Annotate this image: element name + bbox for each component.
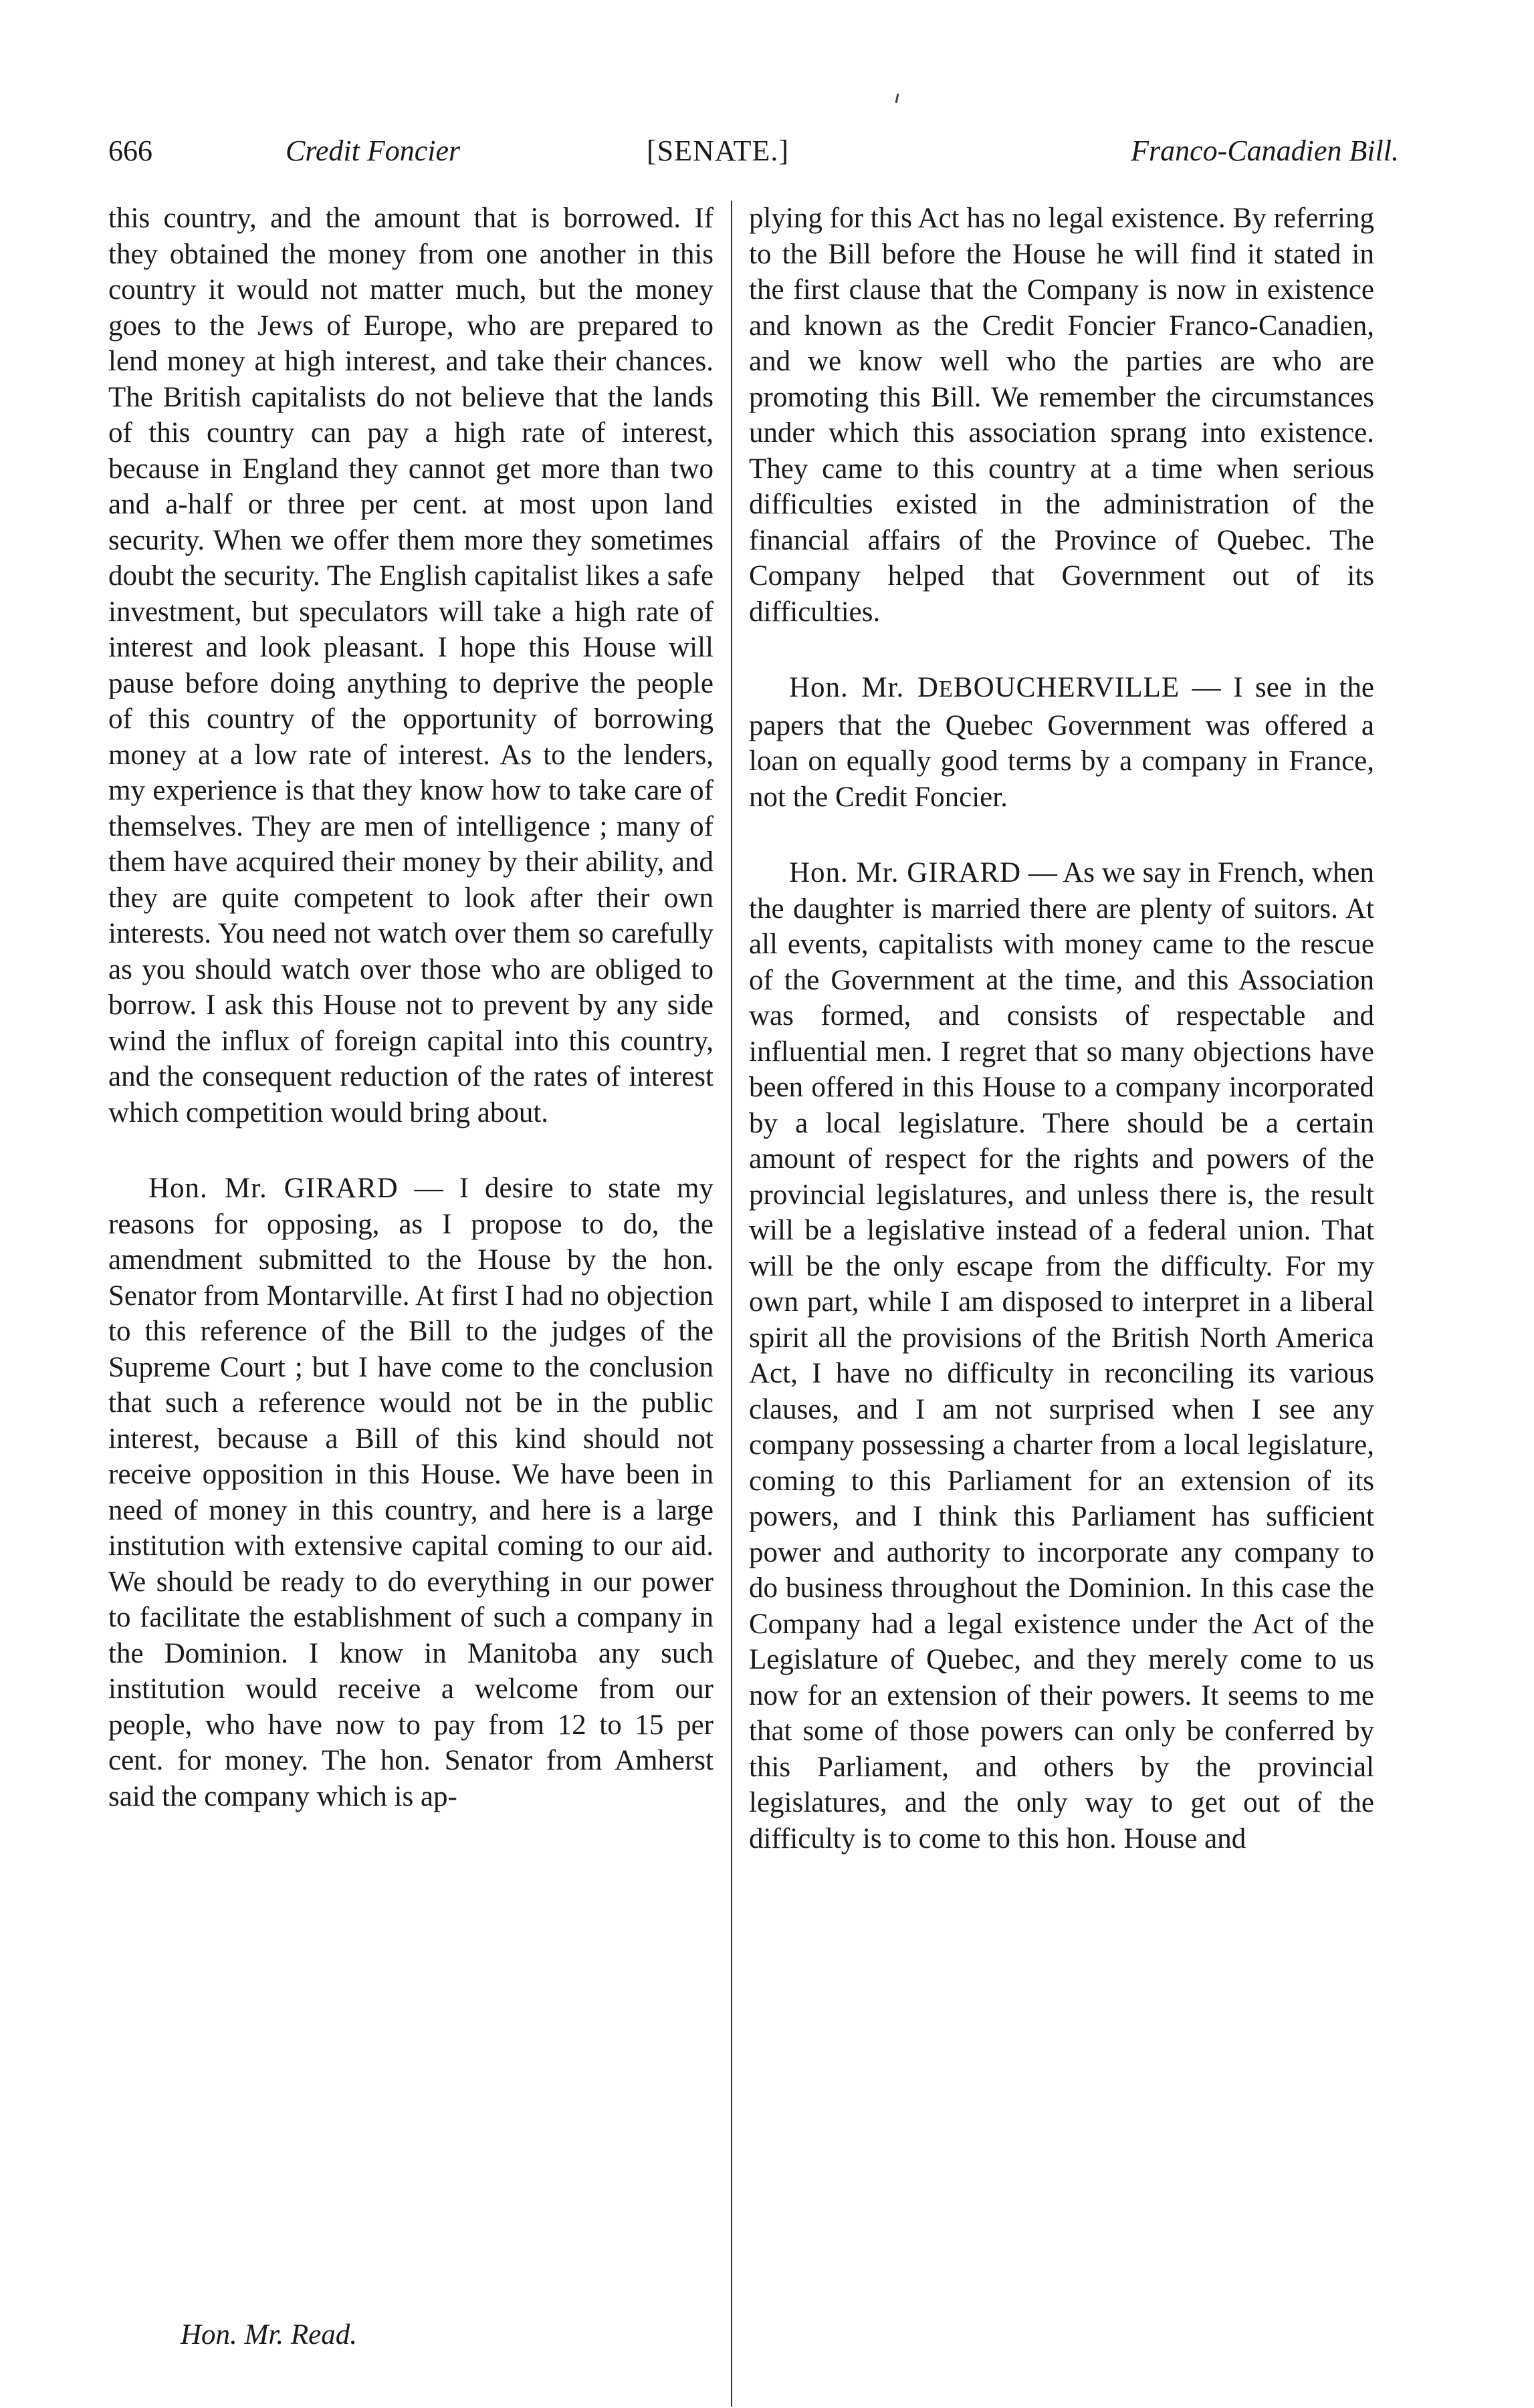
speaker-name-prefix: Hon. Mr. D (789, 672, 939, 703)
right-speech-deboucherville (749, 670, 1374, 815)
speech-dash: — (1021, 857, 1063, 888)
header-center-title: [SENATE.] (647, 134, 790, 167)
right-paragraph-continued: plying for this Act has no legal existence. By referring to the Bill before the House he will find it stated in the first clause that the Company is now in existence and known as the Credit Foncier Franco-Canadien, and we know well who the parties are who are promoting this Bill. We remember the circumstances under which this association sprang into existence. They came to this country at a time when serious difficulties existed in the administration of the financial affairs of the Province of Quebec. The Company helped that Government out of its difficulties. (749, 203, 1374, 628)
speech-text: As we say in French, when the daughter is married there are plenty of suitors. At all events, capitalists with money came to the rescue of the Government at the time, and this Association was formed, and consists of respectable and influential men. I regret that so many objections have been offered in this House to a company incorporated by a local legislature. There should be a certain amount of respect for the rights and powers of the provincial legislatures, and unless there is, the result will be a legislative instead of a federal union. That will be the only escape from the difficulty. For my own part, while I am disposed to interpret in a liberal spirit all the provisions of the British North America Act, I have no difficulty in reconciling its various clauses, and I am not surprised when I see any company possessing a charter from a local legislature, coming to this Parliament for an extension of its powers, and I think this Parliament has sufficient power and authority to incorporate any company to do business throughout the Dominion. In this case the Company had a legal existence under the Act of the Legislature of Quebec, and they merely come to us now for an extension of their powers. It seems to me that some of those powers can only be conferred by this Parliament, and others by the provincial legislatures, and the only way to get out of the difficulty is to come to this hon. House and (749, 857, 1374, 1854)
left-speech-girard (108, 1171, 714, 1814)
speech-text: I desire to state my reasons for opposing, as I propose to do, the amendment submitted to the House by the hon. Senator from Montarville. At first I had no objection to this reference of the Bill to the judges of the Supreme Court ; but I have come to the conclusion that such a reference would not be in the public interest, because a Bill of this kind should not receive opposition in this House. We have been in need of money in this country, and here is a large institution with extensive capital coming to our aid. We should be ready to do everything in our power to facilitate the establishment of such a company in the Dominion. I know in Manitoba any such institution would receive a welcome from our people, who have now to pay from 12 to 15 per cent. for money. The hon. Senator from Amherst said the company which is ap- (108, 1173, 714, 1812)
footer-speaker-reference: Hon. Mr. Read. (181, 2319, 357, 2351)
speech-dash: — (398, 1173, 459, 1204)
header-left-title: Credit Foncier (286, 134, 461, 167)
speaker-name (789, 672, 1180, 703)
printer-mark (895, 94, 899, 103)
speaker-name: Hon. Mr. GIRARD (789, 857, 1022, 888)
right-speech-girard (749, 855, 1374, 1856)
right-column (749, 201, 1374, 1856)
speech-dash: — (1180, 672, 1234, 703)
speaker-name-smallcap: E (938, 677, 954, 702)
speech-text: I see in the papers that the Quebec Government was offered a loan on equally good terms by a company in France, not the Credit Foncier. (749, 672, 1375, 813)
page-number: 666 (108, 134, 152, 167)
speaker-name-suffix: BOUCHERVILLE (953, 672, 1180, 703)
header-right-title: Franco-Canadien Bill. (1131, 134, 1399, 167)
left-paragraph-continued: this country, and the amount that is borrowed. If they obtained the money from one another in this country it would not matter much, but the money goes to the Jews of Europe, who are prepared to lend money at high interest, and take their chances. The British capitalists do not believe that the lands of this country can pay a high rate of interest, because in England they cannot get more than two and a-half or three per cent. at most upon land security. When we offer them more they sometimes doubt the security. The English capitalist likes a safe investment, but speculators will take a high rate of interest and look pleasant. I hope this House will pause before doing anything to deprive the people of this country of the opportunity of borrowing money at a low rate of interest. As to the lenders, my experience is that they know how to take care of themselves. They are men of intelligence ; many of them have acquired their money by their ability, and they are quite competent to look after their own interests. You need not watch over them so carefully as you should watch over those who are obliged to borrow. I ask this House not to prevent by any side wind the influx of foreign capital into this country, and the consequent reduction of the rates of interest which competition would bring about. (108, 203, 714, 1128)
column-divider (731, 201, 732, 2407)
speaker-name: Hon. Mr. GIRARD (148, 1173, 399, 1204)
running-header (108, 134, 1399, 180)
left-column (108, 201, 714, 1814)
